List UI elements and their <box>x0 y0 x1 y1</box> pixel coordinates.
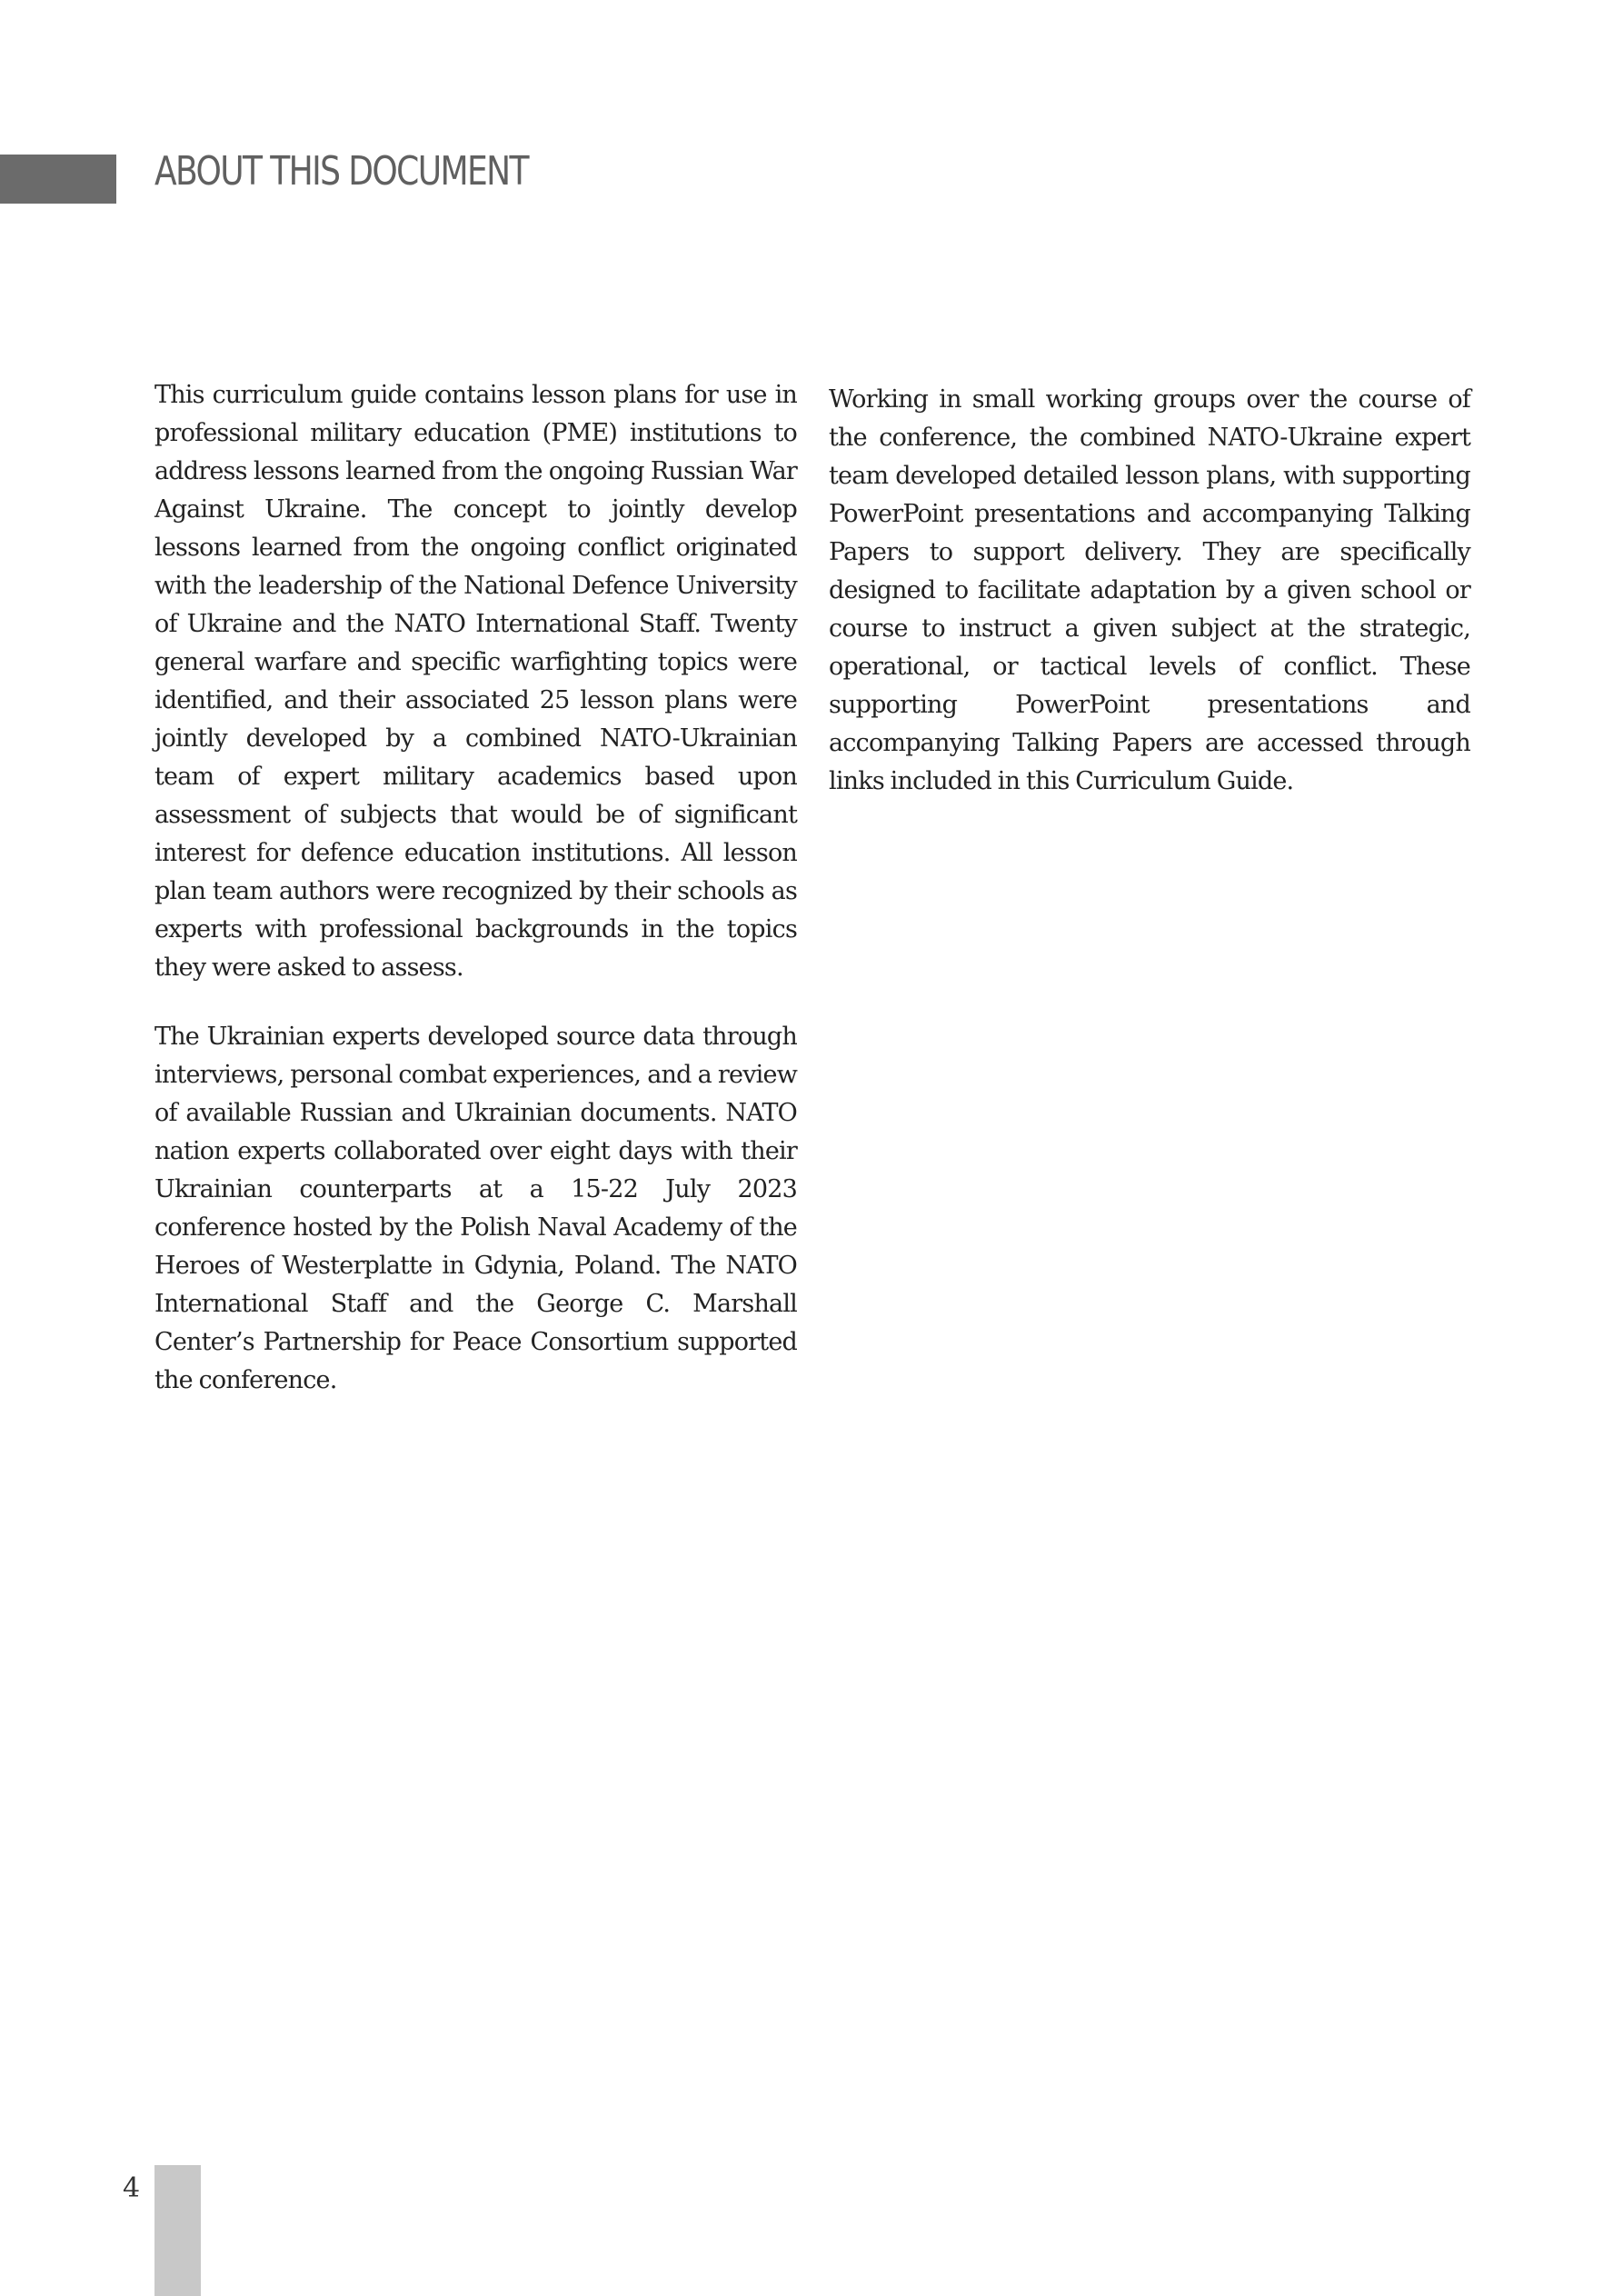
paragraph-ukrainian-experts: The Ukrainian experts developed source data through interviews, personal combat experiences, and a review of available Russian and Ukrainian documents. NATO nation experts collaborated over eight days with their Ukrainian counterparts at a 15-22 July 2023 conference hosted by the Polish Naval Academy of the Heroes of Westerplatte in Gdynia, Poland. The NATO International Staff and the George C. Marshall Center’s Partnership for Peace Consortium supported the conference. <box>154 1023 797 1394</box>
paragraph-intro: This curriculum guide contains lesson plans for use in professional military education (PME) institutions to address lessons learned from the ongoing Russian War Against Ukraine. The concept to jointly develop lessons learned from the ongoing conflict originated with the leadership of the National Defence University of Ukraine and the NATO International Staff. Twenty general warfare and specific warfighting topics were identified, and their associated 25 lesson plans were jointly developed by a combined NATO-Ukrainian team of expert military academics based upon assessment of subjects that would be of significant interest for defence education institutions. All lesson plan team authors were recognized by their schools as experts with professional backgrounds in the topics they were asked to assess. <box>154 381 797 982</box>
right-column <box>829 381 1470 832</box>
page-title: ABOUT THIS DOCUMENT <box>154 148 528 195</box>
heading-accent-bar <box>0 155 116 204</box>
page-number: 4 <box>123 2172 141 2204</box>
paragraph-working-groups: Working in small working groups over the course of the conference, the combined NATO-Ukraine expert team developed detailed lesson plans, with supporting PowerPoint presentations and accompanying Talking Papers to support delivery. They are specifically designed to facilitate adaptation by a given school or course to instruct a given subject at the strategic, operational, or tactical levels of conflict. These supporting PowerPoint presentations and accompanying Talking Papers are accessed through links included in this Curriculum Guide. <box>829 385 1470 795</box>
left-column <box>154 376 797 1431</box>
footer-tab <box>154 2165 201 2296</box>
